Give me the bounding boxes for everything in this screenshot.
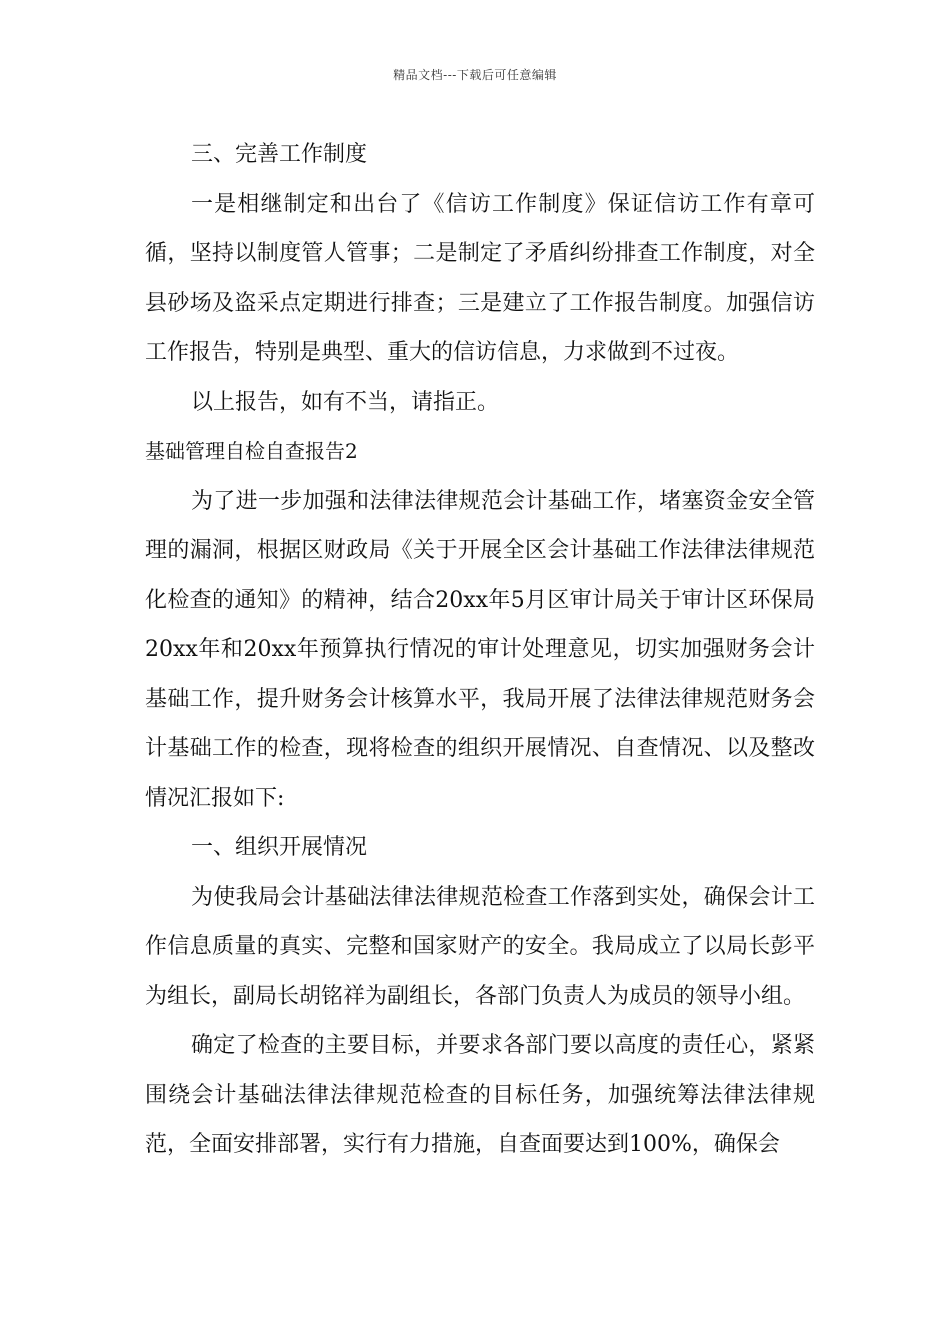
paragraph-closing: 以上报告，如有不当，请指正。: [191, 389, 500, 415]
paragraph-organization: 为使我局会计基础法律法律规范检查工作落到实处，确保会计工作信息质量的真实、完整和国家财产的安全。我局成立了以局长彭平为组长，副局长胡铭祥为副组长，各部门负责人为成员的领导小组。: [145, 884, 815, 1009]
section-heading-organization: 一、组织开展情况: [191, 835, 368, 860]
document-body: [145, 130, 815, 1170]
paragraph-system-details: 一是相继制定和出台了《信访工作制度》保证信访工作有章可循，坚持以制度管人管事；二是制定了矛盾纠纷排查工作制度，对全县砂场及盗采点定期进行排查；三是建立了工作报告制度。加强信访工作报告，特别是典型、重大的信访信息，力求做到不过夜。: [145, 191, 815, 365]
page-header: 精品文档---下载后可任意编辑: [393, 68, 557, 82]
paragraph-report-intro: 为了进一步加强和法律法律规范会计基础工作，堵塞资金安全管理的漏洞，根据区财政局《关于开展全区会计基础工作法律法律规范化检查的通知》的精神，结合20xx年5月区审计局关于审计区环保局20xx年和20xx年预算执行情况的审计处理意见，切实加强财务会计基础工作，提升财务会计核算水平，我局开展了法律法律规范财务会计基础工作的检查，现将检查的组织开展情况、自查情况、以及整改情况汇报如下:: [145, 488, 815, 811]
paragraph-objectives: 确定了检查的主要目标，并要求各部门要以高度的责任心，紧紧围绕会计基础法律法律规范检查的目标任务，加强统筹法律法律规范，全面安排部署，实行有力措施，自查面要达到100%，确保会: [145, 1033, 815, 1157]
report-title-2: 基础管理自检自查报告2: [145, 439, 358, 463]
section-heading-improve-system: 三、完善工作制度: [191, 142, 368, 167]
